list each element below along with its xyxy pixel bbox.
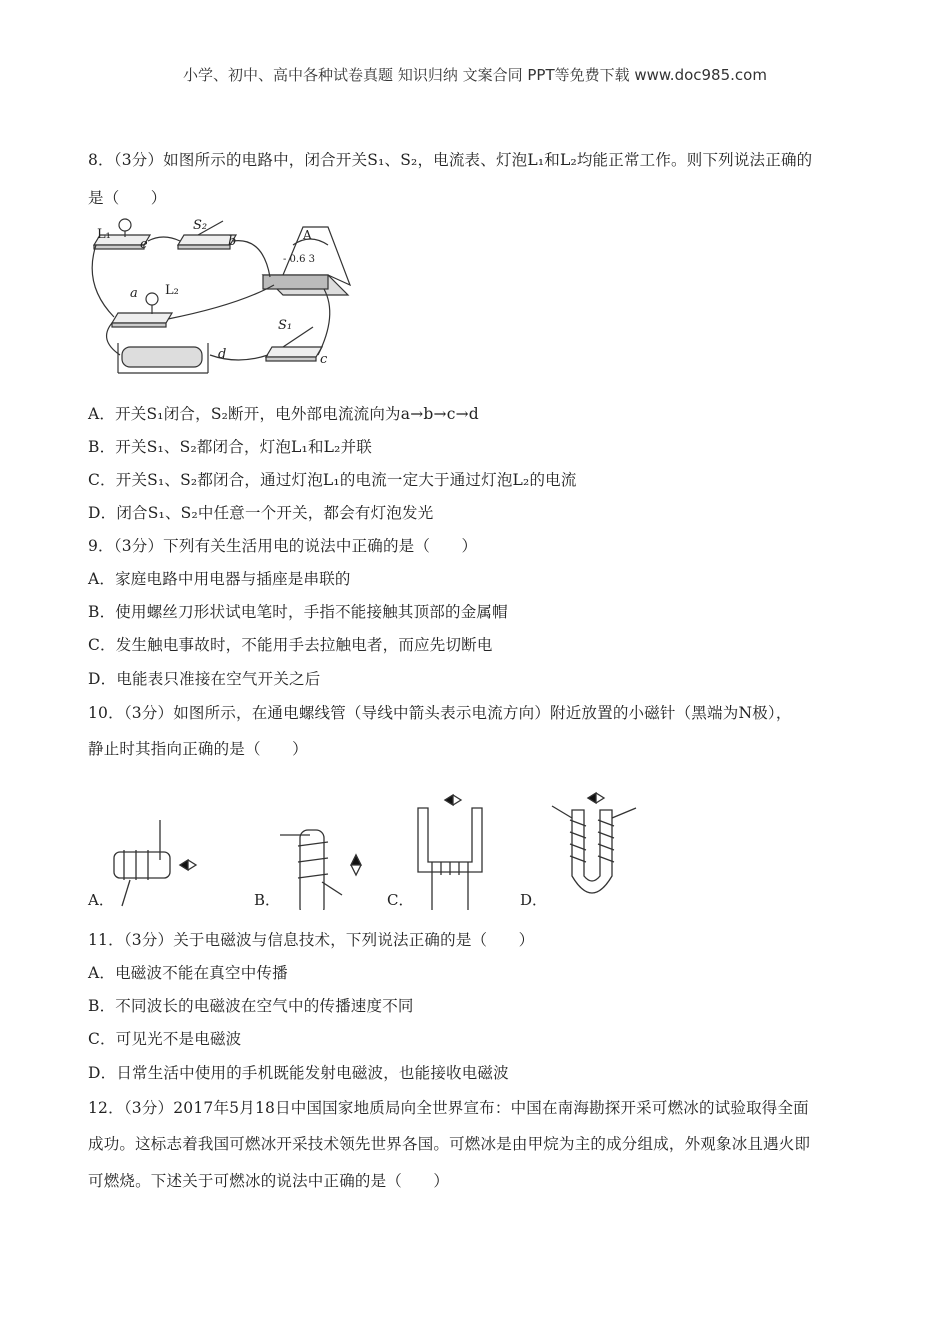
- q8-label-e: e: [140, 237, 148, 252]
- q9-option-a[interactable]: A．家庭电路中用电器与插座是串联的: [88, 570, 351, 588]
- q10-option-a[interactable]: A．: [88, 891, 114, 909]
- q8-label-a: a: [130, 286, 138, 301]
- q9-stem: 9．（3分）下列有关生活用电的说法中正确的是（ ）: [88, 537, 478, 555]
- q8-option-c[interactable]: C．开关S₁、S₂都闭合，通过灯泡L₁的电流一定大于通过灯泡L₂的电流: [88, 471, 577, 489]
- q11-option-b[interactable]: B．不同波长的电磁波在空气中的传播速度不同: [88, 997, 414, 1015]
- q11-option-c[interactable]: C．可见光不是电磁波: [88, 1030, 242, 1048]
- q8-label-b: b: [228, 234, 237, 249]
- q10-solenoid-figures: [100, 780, 660, 910]
- page-header[interactable]: 小学、初中、高中各种试卷真题 知识归纳 文案合同 PPT等免费下载 www.doc985.com: [183, 66, 767, 84]
- q9-option-c[interactable]: C．发生触电事故时，不能用手去拉触电者，而应先切断电: [88, 636, 493, 654]
- q8-label-l1: L₁: [97, 227, 111, 242]
- q8-option-d[interactable]: D．闭合S₁、S₂中任意一个开关，都会有灯泡发光: [88, 504, 434, 522]
- q10-option-d[interactable]: D．: [520, 891, 548, 909]
- q10-option-c[interactable]: C．: [387, 891, 414, 909]
- q8-label-l2: L₂: [165, 283, 179, 298]
- q8-label-meter: A: [303, 228, 312, 242]
- q8-option-a[interactable]: A．开关S₁闭合，S₂断开，电外部电流流向为a→b→c→d: [88, 405, 479, 423]
- q9-option-d[interactable]: D．电能表只准接在空气开关之后: [88, 670, 321, 688]
- q8-label-s2: S₂: [193, 218, 208, 233]
- q12-stem-line2: 成功。这标志着我国可燃冰开采技术领先世界各国。可燃冰是由甲烷为主的成分组成，外观象冰且遇火即: [88, 1135, 811, 1153]
- q8-option-b[interactable]: B．开关S₁、S₂都闭合，灯泡L₁和L₂并联: [88, 438, 372, 456]
- q9-option-b[interactable]: B．使用螺丝刀形状试电笔时，手指不能接触其顶部的金属帽: [88, 603, 508, 621]
- q8-stem-line2: 是（ ）: [88, 189, 167, 207]
- q10-stem-line1: 10．（3分）如图所示，在通电螺线管（导线中箭头表示电流方向）附近放置的小磁针（黑端为N极），: [88, 704, 792, 722]
- q12-stem-line1: 12．（3分）2017年5月18日中国国家地质局向全世界宣布：中国在南海勘探开采可燃冰的试验取得全面: [88, 1099, 809, 1117]
- q8-stem-line1: 8．（3分）如图所示的电路中，闭合开关S₁、S₂，电流表、灯泡L₁和L₂均能正常工作。则下列说法正确的: [88, 151, 813, 169]
- q10-option-b[interactable]: B．: [254, 891, 281, 909]
- q8-label-scale: - 0.6 3: [283, 254, 316, 265]
- q11-option-a[interactable]: A．电磁波不能在真空中传播: [88, 964, 288, 982]
- q11-option-d[interactable]: D．日常生活中使用的手机既能发射电磁波，也能接收电磁波: [88, 1064, 509, 1082]
- q12-stem-line3: 可燃烧。下述关于可燃冰的说法中正确的是（ ）: [88, 1172, 450, 1190]
- q8-label-s1: S₁: [278, 318, 293, 333]
- q10-stem-line2: 静止时其指向正确的是（ ）: [88, 740, 308, 758]
- q11-stem: 11．（3分）关于电磁波与信息技术，下列说法正确的是（ ）: [88, 931, 535, 949]
- q8-label-d: d: [218, 347, 227, 362]
- q8-label-c: c: [320, 352, 328, 367]
